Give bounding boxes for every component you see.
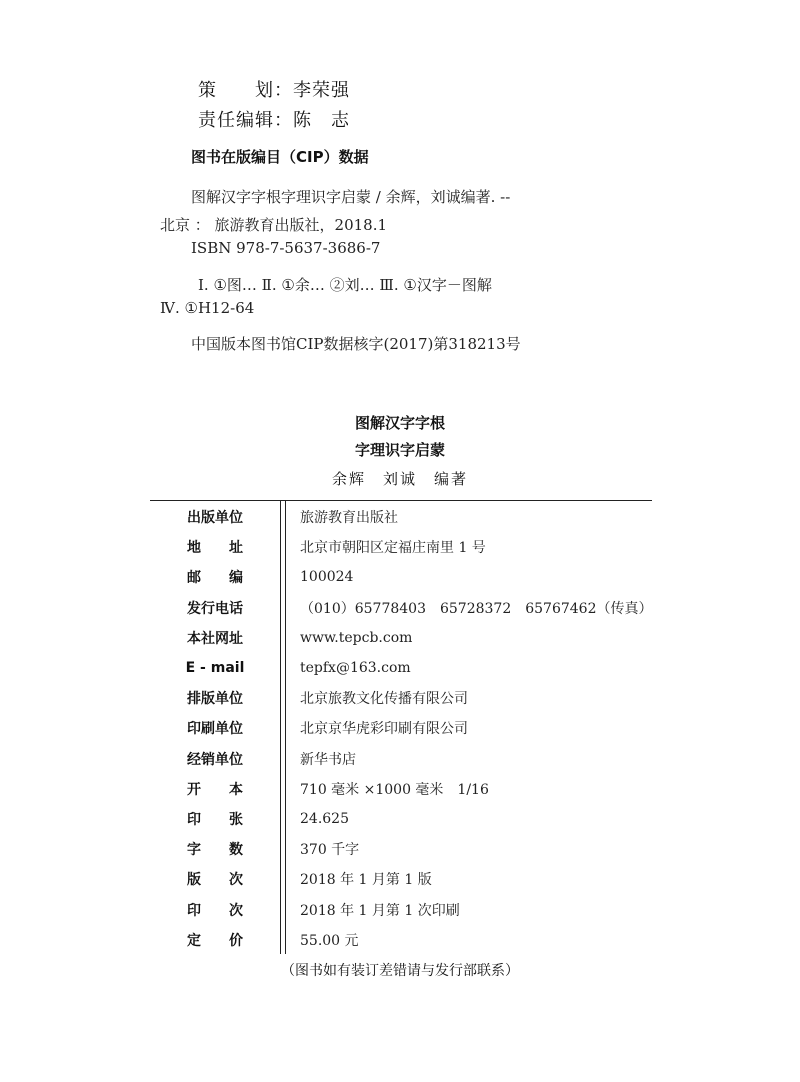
info-row xyxy=(150,502,653,532)
book-title-line1: 图解汉字字根 xyxy=(354,414,445,432)
info-gap xyxy=(280,925,300,955)
info-key: 邮 编 xyxy=(187,570,243,587)
info-row xyxy=(150,894,653,924)
info-key: 出版单位 xyxy=(187,510,243,527)
publication-info-body xyxy=(150,502,653,955)
credit-editor xyxy=(198,106,350,136)
info-value: 新华书店 xyxy=(300,751,356,768)
info-key: 版 次 xyxy=(187,872,243,889)
cip-heading: 图书在版编目（CIP）数据 xyxy=(191,148,369,166)
info-value: 2018 年 1 月第 1 版 xyxy=(300,872,432,889)
info-gap xyxy=(280,593,300,623)
book-editors: 余辉 刘诚 编著 xyxy=(331,470,468,488)
info-gap xyxy=(280,894,300,924)
info-gap xyxy=(280,502,300,532)
publication-info-table xyxy=(150,502,653,955)
info-value: www.tepcb.com xyxy=(300,629,413,646)
cip-line-isbn: ISBN 978-7-5637-3686-7 xyxy=(191,239,381,257)
info-key: E - mail xyxy=(185,660,245,677)
cip-line-publisher: 北京 ： 旅游教育出版社，2018.1 xyxy=(160,216,388,234)
credit-value: 陈 志 xyxy=(293,110,350,131)
info-key: 排版单位 xyxy=(187,691,243,708)
info-value: 100024 xyxy=(300,569,354,586)
info-value: 24.625 xyxy=(300,810,349,827)
cip-line-classification-cont: Ⅳ. ①H12-64 xyxy=(160,299,255,317)
info-row xyxy=(150,653,653,683)
info-gap xyxy=(280,834,300,864)
info-gap xyxy=(280,532,300,562)
credit-value: 李荣强 xyxy=(293,80,350,101)
info-gap xyxy=(280,804,300,834)
info-gap xyxy=(280,653,300,683)
info-row xyxy=(150,532,653,562)
info-key: 印 张 xyxy=(187,811,243,828)
info-gap xyxy=(280,864,300,894)
credit-label: 策 划： xyxy=(198,80,293,101)
info-row xyxy=(150,593,653,623)
book-title-line2: 字理识字启蒙 xyxy=(354,441,445,459)
info-key: 发行电话 xyxy=(187,600,243,617)
footer-note: （图书如有装订差错请与发行部联系） xyxy=(281,963,519,979)
info-row xyxy=(150,774,653,804)
info-key: 地 址 xyxy=(187,540,243,557)
cip-line-classification: Ⅰ. ①图… Ⅱ. ①余… ②刘… Ⅲ. ①汉字－图解 xyxy=(198,276,492,294)
info-key: 印刷单位 xyxy=(187,721,243,738)
info-value: 北京旅教文化传播有限公司 xyxy=(300,691,468,708)
info-value: 北京市朝阳区定福庄南里 1 号 xyxy=(300,540,486,557)
table-top-rule xyxy=(150,500,652,501)
info-key: 开 本 xyxy=(187,781,243,798)
info-value: 2018 年 1 月第 1 次印刷 xyxy=(300,902,460,919)
info-value: （010）65778403 65728372 65767462（传真） xyxy=(300,600,653,617)
info-row xyxy=(150,713,653,743)
info-gap xyxy=(280,562,300,592)
info-key: 印 次 xyxy=(187,902,243,919)
info-row xyxy=(150,744,653,774)
credit-planner xyxy=(198,76,350,106)
info-value: 旅游教育出版社 xyxy=(300,510,398,527)
info-gap xyxy=(280,623,300,653)
cip-line-record: 中国版本图书馆CIP数据核字(2017)第318213号 xyxy=(191,335,521,353)
info-gap xyxy=(280,713,300,743)
credits-block xyxy=(198,76,350,136)
info-gap xyxy=(280,744,300,774)
info-value: tepfx@163.com xyxy=(300,660,411,677)
info-key: 字 数 xyxy=(187,842,243,859)
info-value: 370 千字 xyxy=(300,842,360,859)
credit-label: 责任编辑： xyxy=(198,110,293,131)
info-row xyxy=(150,683,653,713)
info-row xyxy=(150,864,653,894)
cip-line-title: 图解汉字字根字理识字启蒙 / 余辉，刘诚编著. -- xyxy=(191,188,511,206)
info-value: 710 毫米 ×1000 毫米 1/16 xyxy=(300,781,489,798)
info-key: 定 价 xyxy=(187,932,243,949)
info-value: 55.00 元 xyxy=(300,932,359,949)
info-gap xyxy=(280,774,300,804)
info-key: 经销单位 xyxy=(187,751,243,768)
info-value: 北京京华虎彩印刷有限公司 xyxy=(300,721,468,738)
info-row xyxy=(150,925,653,955)
info-key: 本社网址 xyxy=(187,630,243,647)
info-row xyxy=(150,834,653,864)
info-row xyxy=(150,562,653,592)
info-gap xyxy=(280,683,300,713)
info-row xyxy=(150,804,653,834)
info-row xyxy=(150,623,653,653)
